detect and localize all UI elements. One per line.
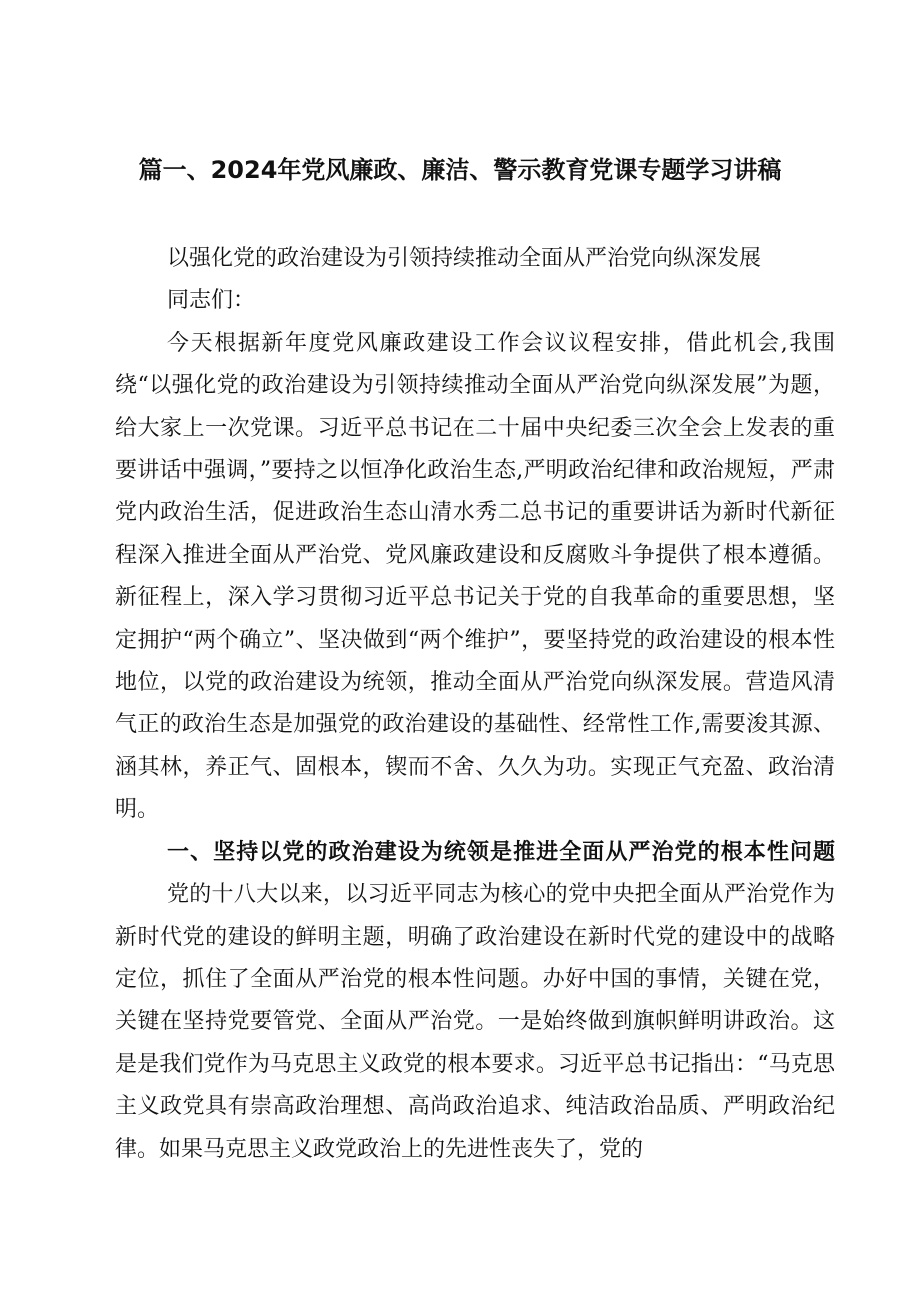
document-body [115, 238, 835, 1171]
salutation: 同志们： [167, 288, 256, 314]
paragraph-2: 党的十八大以来，以习近平同志为核心的党中央把全面从严治党作为新时代党的建设的鲜明主题，明确了政治建设在新时代党的建设中的战略定位，抓住了全面从严治党的根本性问题。办好中国的事情，关键在党，关键在坚持党要管党、全面从严治党。一是始终做到旗帜鲜明讲政治。这是是我们党作为马克思主义政党的根本要求。习近平总书记指出：“马克思主义政党具有崇高政治理想、高尚政治追求、纯洁政治品质、严明政治纪律。如果马克思主义政党政治上的先进性丧失了，党的 [115, 882, 835, 1162]
section-1-heading: 一、坚持以党的政治建设为统领是推进全面从严治党的根本性问题 [167, 839, 835, 865]
paragraph-1: 今天根据新年度党风廉政建设工作会议议程安排，借此机会,我围绕“以强化党的政治建设为引领持续推动全面从严治党向纵深发展”为题，给大家上一次党课。习近平总书记在二十届中央纪委三次全会上发表的重要讲话中强调，”要持之以恒净化政治生态,严明政治纪律和政治规短，严肃党内政治生活，促进政治生态山清水秀二总书记的重要讲话为新时代新征程深入推进全面从严治党、党风廉政建设和反腐败斗争提供了根本遵循。新征程上，深入学习贯彻习近平总书记关于党的自我革命的重要思想，坚定拥护“两个确立”、坚决做到“两个维护”，要坚持党的政治建设的根本性地位，以党的政治建设为统领，推动全面从严治党向纵深发展。营造风清气正的政治生态是加强党的政治建设的基础性、经常性工作,需要浚其源、涵其林，养正气、固根本，锲而不舍、久久为功。实现正气充盈、政治清明。 [115, 330, 835, 823]
document-title: 篇一、2024年党风廉政、廉洁、警示教育党课专题学习讲稿 [138, 156, 782, 184]
subtitle: 以强化党的政治建设为引领持续推动全面从严治党向纵深发展 [167, 246, 762, 271]
